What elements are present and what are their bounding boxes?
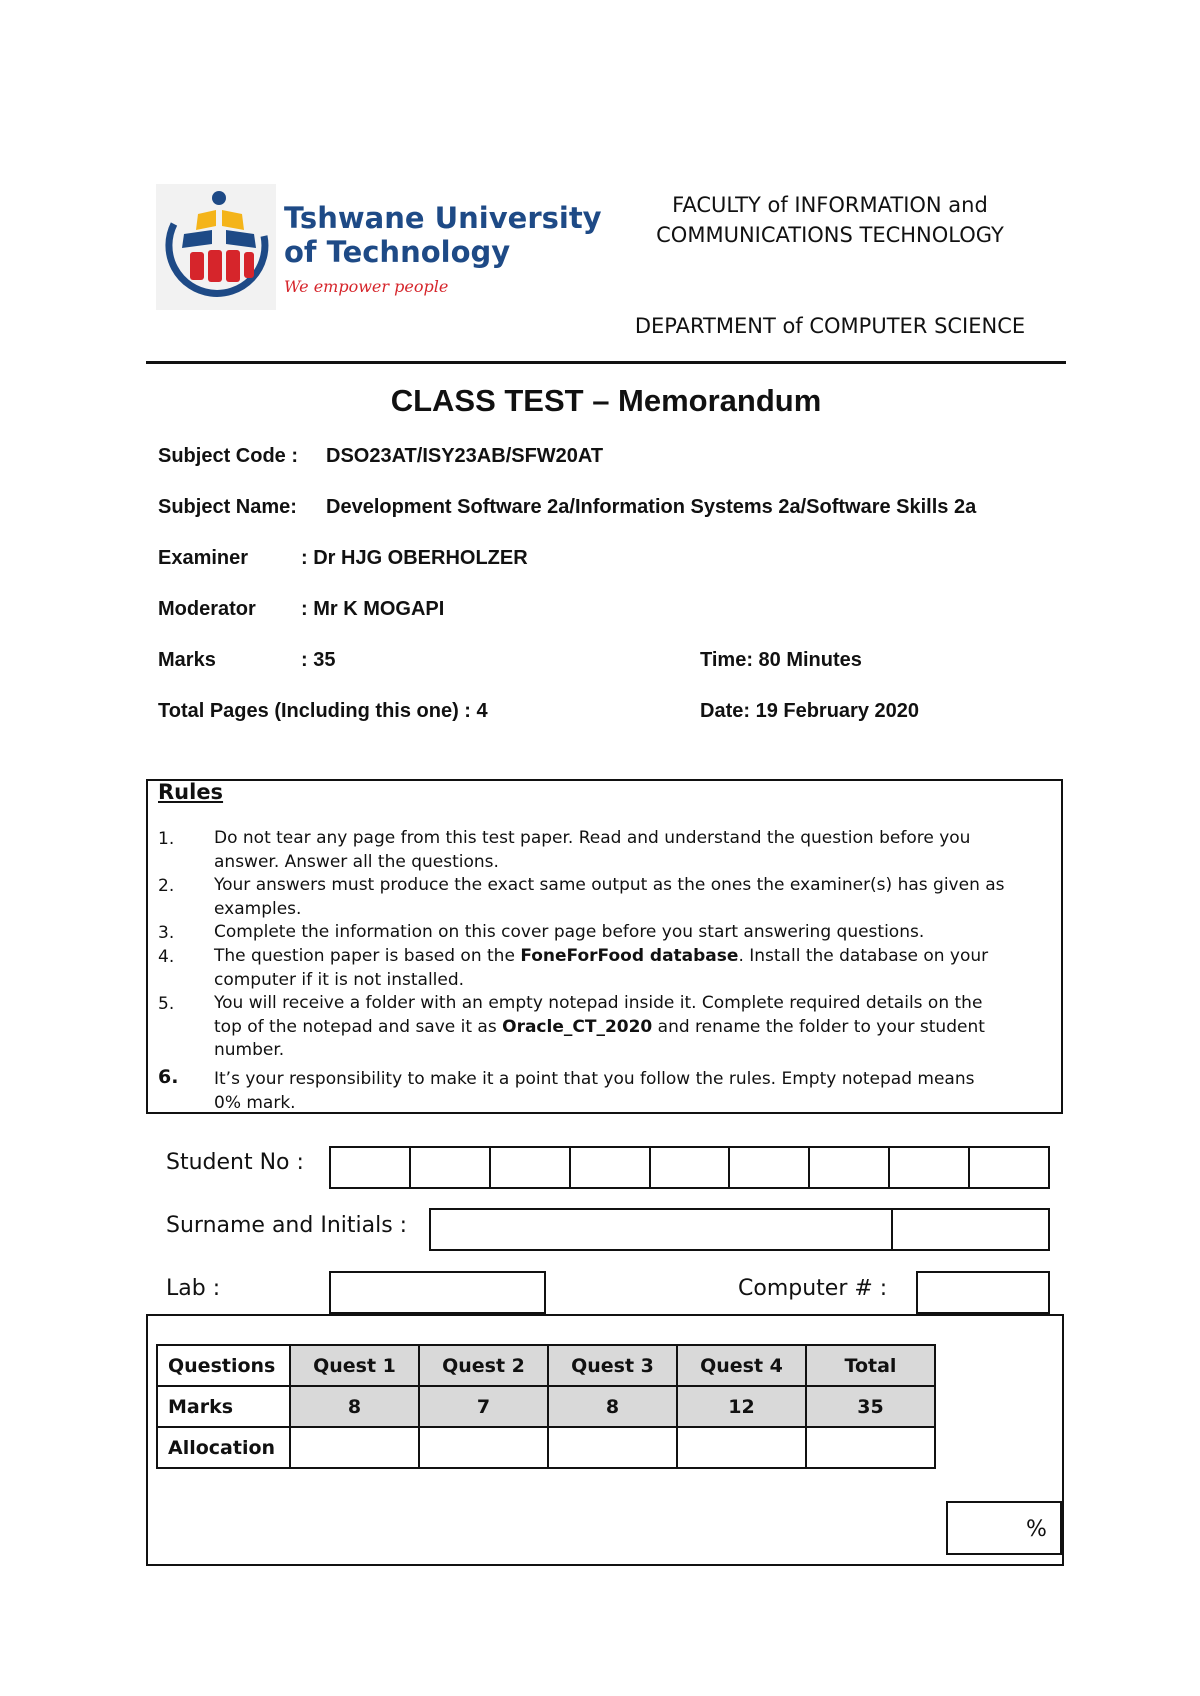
time-value: Time: 80 Minutes [700, 649, 862, 671]
table-cell: 35 [806, 1386, 935, 1427]
subject-code-value: DSO23AT/ISY23AB/SFW20AT [326, 445, 604, 467]
rule-line [214, 945, 1054, 969]
table-cell: Questions [157, 1345, 290, 1386]
logo-tagline: We empower people [284, 277, 449, 296]
marks-table [156, 1344, 936, 1469]
rule-item-3 [214, 921, 1054, 945]
rule-text-segment: . Install the database on your [738, 946, 989, 966]
department-name: DEPARTMENT of COMPUTER SCIENCE [634, 314, 1026, 338]
lab-field[interactable] [329, 1271, 546, 1314]
file-name: Oracle_CT_2020 [502, 1016, 653, 1037]
logo-name-line1: Tshwane University [284, 201, 602, 235]
table-cell: Quest 3 [548, 1345, 677, 1386]
allocation-input-cell[interactable] [290, 1427, 419, 1468]
rule-text-segment: The question paper is based on the [214, 946, 521, 966]
faculty-line2: COMMUNICATIONS TECHNOLOGY [656, 223, 1004, 247]
subject-name-label: Subject Name: [158, 496, 297, 518]
student-no-digit-box[interactable] [331, 1148, 411, 1187]
allocation-input-cell[interactable] [419, 1427, 548, 1468]
marks-value: : 35 [301, 649, 336, 671]
computer-field[interactable] [916, 1271, 1050, 1314]
table-cell: Marks [157, 1386, 290, 1427]
rule-text-segment: top of the notepad and save it as [214, 1016, 503, 1037]
student-no-label: Student No : [166, 1150, 304, 1175]
table-cell: 12 [677, 1386, 806, 1427]
rule-item-4 [214, 945, 1054, 992]
rule-item-5 [214, 992, 1054, 1063]
rule-line: 0% mark. [214, 1092, 296, 1113]
allocation-input-cell[interactable] [677, 1427, 806, 1468]
faculty-name [620, 190, 1040, 250]
rule-line: computer if it is not installed. [214, 969, 465, 990]
moderator-value: : Mr K MOGAPI [301, 598, 445, 620]
logo-name-line2: of Technology [284, 235, 511, 269]
rule-item-2 [214, 874, 1054, 921]
database-name: FoneForFood database [520, 946, 739, 966]
rule-line: Complete the information on this cover page before you start answering questions. [214, 922, 925, 942]
allocation-input-cell[interactable] [548, 1427, 677, 1468]
table-row [157, 1386, 935, 1427]
table-cell: Quest 2 [419, 1345, 548, 1386]
total-pages: Total Pages (Including this one) : 4 [158, 700, 488, 722]
rule-number: 3. [158, 923, 175, 943]
surname-field[interactable] [429, 1208, 1050, 1251]
moderator-label: Moderator [158, 598, 256, 620]
rule-item-1 [214, 827, 1054, 874]
rule-number: 5. [158, 994, 175, 1014]
rule-item-6 [214, 1068, 1054, 1115]
computer-label: Computer # : [738, 1276, 888, 1301]
table-cell: 8 [548, 1386, 677, 1427]
allocation-input-cell[interactable] [806, 1427, 935, 1468]
student-no-digit-box[interactable] [810, 1148, 890, 1187]
student-no-digit-box[interactable] [651, 1148, 731, 1187]
student-no-digit-box[interactable] [411, 1148, 491, 1187]
subject-name-value: Development Software 2a/Information Systems 2a/Software Skills 2a [326, 496, 977, 518]
rule-number: 6. [158, 1066, 179, 1088]
rule-line: Do not tear any page from this test paper. Read and understand the question before you [214, 828, 971, 848]
table-row [157, 1427, 935, 1468]
marks-label: Marks [158, 649, 216, 671]
table-cell: Allocation [157, 1427, 290, 1468]
lab-label: Lab : [166, 1276, 221, 1301]
rule-number: 2. [158, 876, 175, 896]
rule-number: 1. [158, 829, 175, 849]
header-divider [146, 361, 1066, 364]
table-cell: Quest 4 [677, 1345, 806, 1386]
student-no-digit-box[interactable] [970, 1148, 1048, 1187]
examiner-label: Examiner [158, 547, 249, 569]
examiner-value: : Dr HJG OBERHOLZER [301, 547, 528, 569]
surname-box[interactable] [431, 1210, 893, 1249]
university-emblem-icon [156, 184, 602, 310]
student-no-digit-box[interactable] [571, 1148, 651, 1187]
table-cell: 7 [419, 1386, 548, 1427]
student-no-boxes[interactable] [329, 1146, 1050, 1189]
rule-line: examples. [214, 898, 302, 919]
rule-line: Your answers must produce the exact same output as the ones the examiner(s) has given as [214, 875, 1005, 895]
percent-symbol: % [1026, 1517, 1047, 1542]
test-date: Date: 19 February 2020 [700, 700, 920, 722]
student-no-digit-box[interactable] [730, 1148, 810, 1187]
rules-heading: Rules [158, 780, 224, 804]
university-logo [156, 184, 602, 310]
subject-code-label: Subject Code : [158, 445, 299, 467]
initials-box[interactable] [893, 1210, 1048, 1249]
rule-text-segment: and rename the folder to your student [652, 1016, 985, 1037]
student-no-digit-box[interactable] [491, 1148, 571, 1187]
table-cell: Total [806, 1345, 935, 1386]
faculty-line1: FACULTY of INFORMATION and [672, 193, 988, 217]
rule-line: answer. Answer all the questions. [214, 851, 499, 872]
rule-line [214, 1016, 1054, 1040]
table-row [157, 1345, 935, 1386]
table-cell: Quest 1 [290, 1345, 419, 1386]
page-title: CLASS TEST – Memorandum [390, 383, 822, 418]
surname-label: Surname and Initials : [166, 1213, 408, 1238]
rule-line: You will receive a folder with an empty notepad inside it. Complete required details on the [214, 993, 983, 1013]
rule-line: number. [214, 1040, 285, 1060]
rule-number: 4. [158, 947, 175, 967]
rule-line: It’s your responsibility to make it a point that you follow the rules. Empty notepad means [214, 1069, 975, 1089]
table-cell: 8 [290, 1386, 419, 1427]
student-no-digit-box[interactable] [890, 1148, 970, 1187]
